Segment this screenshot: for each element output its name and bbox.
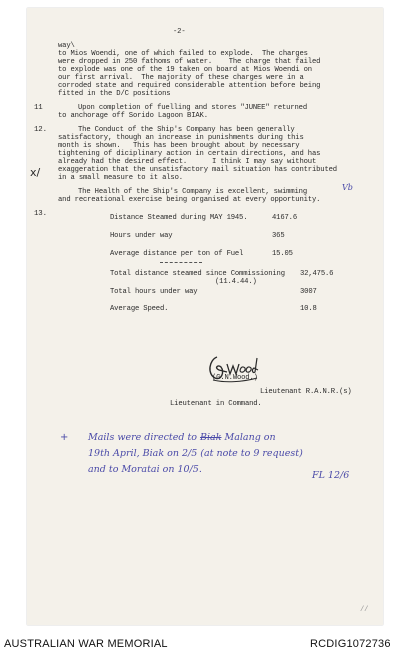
text-line: our first arrival. The majority of these charges were in a (58, 74, 304, 82)
page-mark: // (360, 606, 369, 614)
signatory-title: Lieutenant in Command. (170, 400, 262, 408)
text-line: to Mios Woendi, one of which failed to explode. The charges (58, 50, 308, 58)
note-marker: + (60, 432, 69, 443)
signatory-name: (G.N.Wood.) (212, 374, 258, 382)
stat-label: Distance Steamed during MAY 1945. (110, 214, 248, 222)
text-line: The Conduct of the Ship's Company has been generally (78, 126, 295, 134)
separator-line (160, 262, 202, 263)
footer-record-id: RCDIG1072736 (310, 638, 391, 650)
text-line: already had the desired effect. I think I may say without (58, 158, 317, 166)
text-line: in a small measure to it also. (58, 174, 183, 182)
total-label: Total hours under way (110, 288, 198, 296)
text-line: way\ (58, 42, 75, 50)
handwritten-note-line: Mails were directed to Biak Malang on (88, 432, 276, 443)
commission-date: (11.4.44.) (215, 278, 257, 286)
text-line: Upon completion of fuelling and stores "JUNEE" returned (78, 104, 307, 112)
text-line: exaggeration that the unsatisfactory mail situation has contributed (58, 166, 337, 174)
text-line: corroded state and required considerable attention before being (58, 82, 321, 90)
text-line: to anchorage off Sorido Lagoon BIAK. (58, 112, 208, 120)
total-label: Average Speed. (110, 305, 169, 313)
paragraph-number: 13. (34, 210, 47, 218)
text-line: fitted in the D/C positions (58, 90, 171, 98)
text-line: satisfactory, though an increase in punishments during this (58, 134, 304, 142)
text-line: and recreational exercise being organised at every opportunity. (58, 196, 321, 204)
stat-value: 365 (272, 232, 285, 240)
handwritten-initials: FL 12/6 (312, 470, 350, 481)
footer-archive-name: AUSTRALIAN WAR MEMORIAL (4, 638, 168, 650)
text-line: The Health of the Ship's Company is excellent, swimming (78, 188, 307, 196)
margin-mark: x/ (30, 166, 41, 179)
stat-label: Hours under way (110, 232, 173, 240)
text-line: month is shown. This has been brought about by necessary (58, 142, 300, 150)
document-page (27, 8, 383, 625)
total-value: 32,475.6 (300, 270, 334, 278)
paragraph-number: 11 (34, 104, 43, 112)
text-line: tightening of diciplinary action in certain directions, and has (58, 150, 321, 158)
stat-label: Average distance per ton of Fuel (110, 250, 244, 258)
stat-value: 15.05 (272, 250, 293, 258)
handwritten-note-line: 19th April, Biak on 2/5 (at note to 9 request) (88, 448, 303, 459)
page-number: -2- (173, 28, 186, 36)
total-label: Total distance steamed since Commissioning (110, 270, 285, 278)
paragraph-number: 12. (34, 126, 47, 134)
text-line: were dropped in 250 fathoms of water. The charge that failed (58, 58, 321, 66)
total-value: 10.8 (300, 305, 317, 313)
stat-value: 4167.6 (272, 214, 297, 222)
margin-initials: Vb (342, 183, 353, 192)
total-value: 3007 (300, 288, 317, 296)
signatory-rank: Lieutenant R.A.N.R.(s) (260, 388, 352, 396)
handwritten-note-line: and to Moratai on 10/5. (88, 464, 202, 475)
text-line: to explode was one of the 19 taken on board at Mios Woendi on (58, 66, 312, 74)
